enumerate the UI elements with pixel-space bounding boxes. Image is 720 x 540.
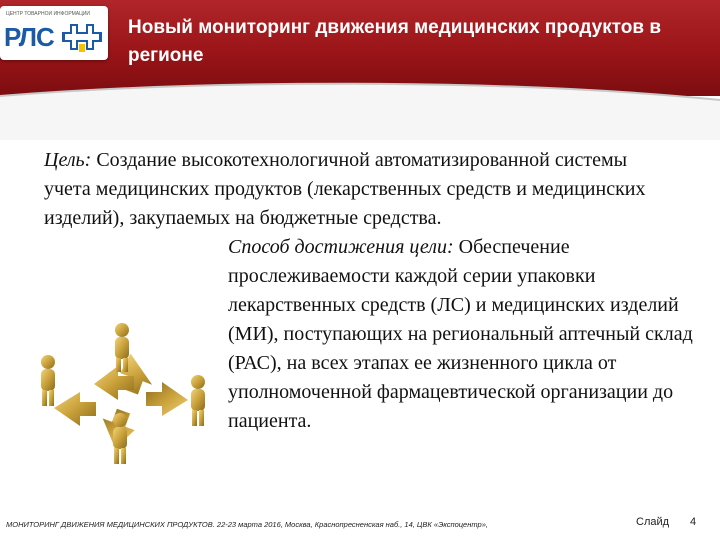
footer-slide-label: Слайд	[636, 516, 670, 528]
rls-logo	[0, 6, 108, 60]
medical-cross-icon	[62, 22, 102, 54]
goal-paragraph	[44, 146, 664, 233]
people-puzzle-arrows-illustration	[34, 316, 212, 466]
method-text: Обеспечение прослеживаемости каждой серии упаковки лекарственных средств (ЛС) и медицинских изделий (МИ), поступающих на региональный аптечный склад (РАС), на всех этапах ее жизненного цикла от уполномоченной фармацевтической организации до пациента.	[228, 236, 693, 432]
logo-caption: ЦЕНТР ТОВАРНОЙ ИНФОРМАЦИИ	[6, 11, 91, 17]
method-paragraph	[228, 233, 698, 436]
footer-slide-number: 4	[690, 516, 697, 528]
method-label: Способ достижения цели:	[228, 236, 454, 258]
slide-title: Новый мониторинг движения медицинских продуктов в регионе	[128, 17, 662, 66]
goal-text: Создание высокотехнологичной автоматизированной системы учета медицинских продуктов (лекарственных средств и медицинских изделий), закупаемых на бюджетные средства.	[44, 149, 646, 229]
logo-text: РЛС	[4, 22, 54, 52]
goal-label: Цель:	[44, 149, 92, 171]
header-swoosh	[0, 70, 720, 140]
footer-event-info: МОНИТОРИНГ ДВИЖЕНИЯ МЕДИЦИНСКИХ ПРОДУКТОВ. 22-23 марта 2016, Москва, Краснопресненская наб., 14, ЦВК «Экспоцентр»,	[6, 520, 488, 529]
